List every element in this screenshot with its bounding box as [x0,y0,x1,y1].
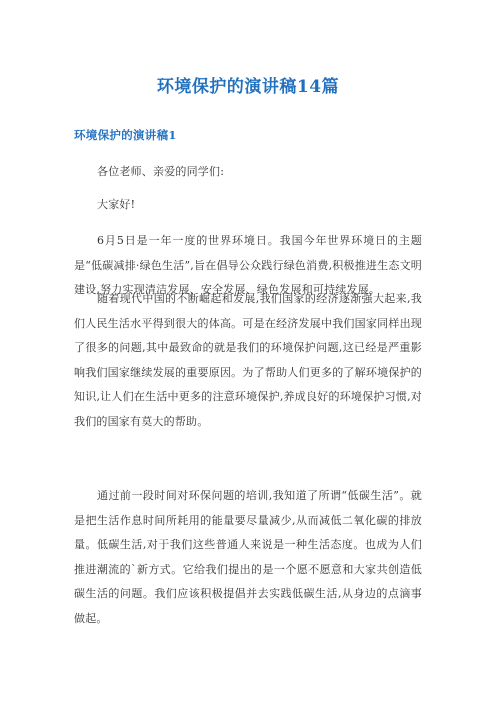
section-heading: 环境保护的演讲稿1 [74,128,177,142]
paragraph-low-carbon-life: 通过前一段时间对环保问题的培训,我知道了所谓“低碳生活”。就是把生活作息时间所耗用的能量要尽量减少,从而减低二氧化碳的排放量。低碳生活,对于我们这些普通人来说是一种生活态度。也成为人们推进潮流的`新方式。它给我们提出的是一个愿不愿意和大家共创造低碳生活的问题。我们应该积极提倡并去实践低碳生活,从身边的点滴事做起。 [74,489,422,625]
document-title: 环境保护的演讲稿14篇 [156,77,340,97]
hello-line: 大家好! [97,198,136,211]
paragraph-economic-development: 随着现代中国的不断崛起和发展,我们国家的经济逐渐强大起来,我们人民生活水平得到很大的体高。可是在经济发展中我们国家同样出现了很多的问题,其中最致命的就是我们的环境保护问题,这已经是严重影响我们国家继续发展的重要原因。为了帮助人们更多的了解环境保护的知识,让人们在生活中更多的注意环境保护,养成良好的环境保护习惯,对我们的国家有莫大的帮助。 [74,292,422,428]
paragraph-environment-day: 6月5日是一年一度的世界环境日。我国今年世界环境日的主题是“低碳减排·绿色生活”,旨在倡导公众践行绿色消费,积极推进生态文明建设,努力实现清洁发展、安全发展、绿色发展和可持续发展。 [74,234,422,296]
greeting-line: 各位老师、亲爱的同学们: [97,165,225,178]
